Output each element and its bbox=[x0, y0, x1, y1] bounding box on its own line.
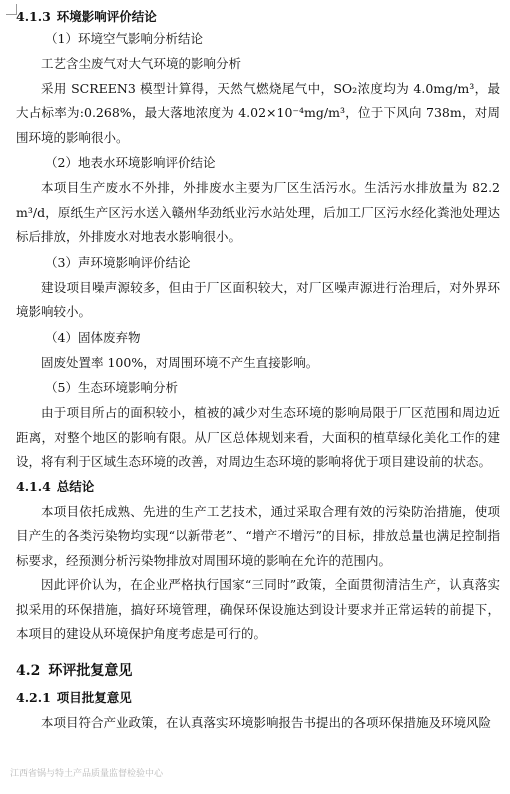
section-heading-4-1-3 bbox=[16, 8, 500, 26]
air-paragraph: 采用 SCREEN3 模型计算得，天然气燃烧尾气中，SO₂浓度均为 4.0mg/m³，最大占标率为:0.268%，最大落地浓度为 4.02×10⁻⁴mg/m³，位于下风向 738m，对周围环境的影响很小。 bbox=[16, 80, 500, 145]
section-heading-4-1-4 bbox=[16, 478, 500, 496]
air-line: 工艺含尘废气对大气环境的影响分析 bbox=[41, 56, 242, 71]
section-heading-4-2-1 bbox=[16, 689, 500, 707]
section-title: 环境影响评价结论 bbox=[56, 9, 157, 24]
section-number: 4.1.3 bbox=[16, 9, 51, 24]
air-heading: （1）环境空气影响分析结论 bbox=[45, 31, 203, 46]
solid-waste-heading: （4）固体废弃物 bbox=[45, 329, 141, 345]
section-number: 4.1.4 bbox=[16, 478, 51, 494]
water-heading: （2）地表水环境影响评价结论 bbox=[45, 155, 216, 170]
solid-waste-paragraph: 固废处置率 100%，对周围环境不产生直接影响。 bbox=[41, 354, 319, 370]
noise-paragraph: 建设项目噪声源较多，但由于厂区面积较大，对厂区噪声源进行治理后，对外界环境影响较小。 bbox=[16, 279, 500, 319]
conclusion-paragraph-1: 本项目依托成熟、先进的生产工艺技术，通过采取合理有效的污染防治措施，使项目产生的各类污染物均实现“以新带老”、“增产不增污”的目标，排放总量也满足控制指标要求，经预测分析污染物排放对周围环境的影响在允许的范围内。 bbox=[16, 503, 500, 568]
approval-paragraph: 本项目符合产业政策，在认真落实环境影响报告书提出的各项环保措施及环境风险 bbox=[41, 714, 492, 730]
section-heading-4-2 bbox=[16, 661, 500, 681]
section-number: 4.2 bbox=[16, 662, 41, 679]
ecology-heading: （5）生态环境影响分析 bbox=[45, 380, 178, 395]
section-number: 4.2.1 bbox=[16, 689, 51, 705]
footer-watermark: 江西省锅与特土产品质量监督检验中心 bbox=[10, 769, 164, 779]
noise-heading: （3）声环境影响评价结论 bbox=[45, 254, 191, 270]
section-title: 环评批复意见 bbox=[48, 662, 133, 679]
section-title: 项目批复意见 bbox=[56, 689, 132, 705]
section-title: 总结论 bbox=[56, 478, 95, 494]
document-page bbox=[16, 8, 500, 735]
water-paragraph: 本项目生产废水不外排，外排废水主要为厂区生活污水。生活污水排放量为 82.2 m³/d，原纸生产区污水送入赣州华劲纸业污水站处理，后加工厂区污水经化粪池处理达标后排放，外排废水对地表水影响很小。 bbox=[16, 180, 500, 244]
ecology-paragraph: 由于项目所占的面积较小，植被的减少对生态环境的影响局限于厂区范围和周边近距离，对整个地区的影响有限。从厂区总体规划来看，大面积的植草绿化美化工作的建设，将有利于区域生态环境的改善，对周边生态环境的影响将优于项目建设前的状态。 bbox=[16, 405, 500, 469]
conclusion-paragraph-2: 因此评价认为，在企业严格执行国家“三同时”政策，全面贯彻清洁生产，认真落实拟采用的环保措施，搞好环境管理，确保环保设施达到设计要求并正常运转的前提下，本项目的建设从环境保护角度考虑是可行的。 bbox=[16, 577, 500, 641]
